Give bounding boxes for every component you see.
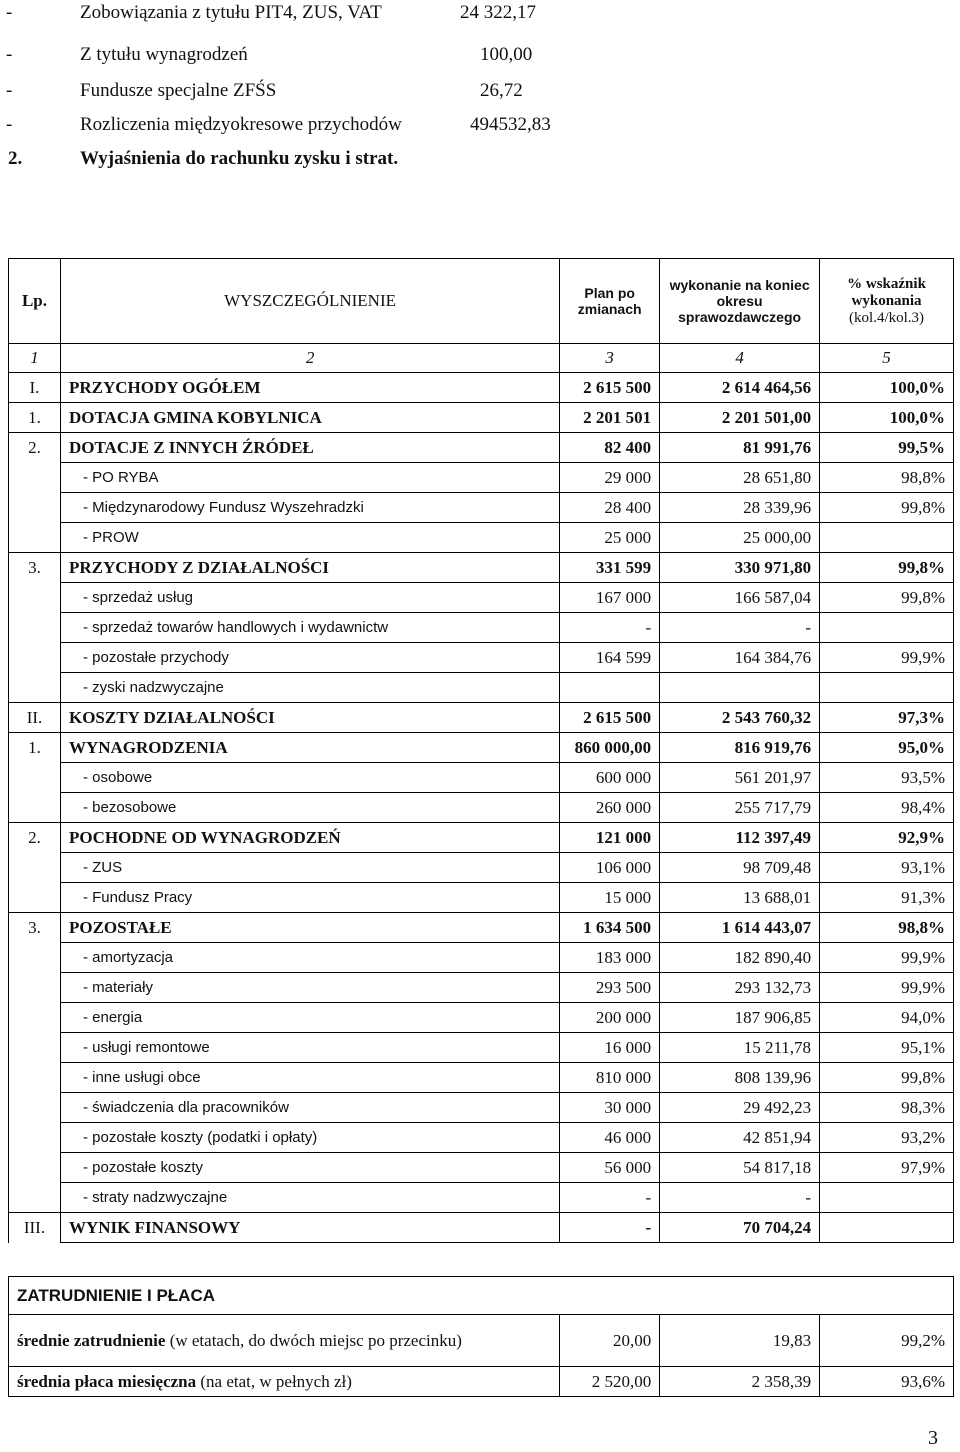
row-plan: 200 000 [560,1003,660,1033]
row-execution: 182 890,40 [660,943,820,973]
row-label: - świadczenia dla pracowników [60,1093,559,1123]
table-row [9,1153,954,1183]
row-label: - Fundusz Pracy [60,883,559,913]
row-execution: - [660,613,820,643]
liability-label: Zobowiązania z tytułu PIT4, ZUS, VAT [80,2,382,23]
table-row [9,1063,954,1093]
employment-execution: 19,83 [660,1315,820,1367]
row-label: KOSZTY DZIAŁALNOŚCI [60,703,559,733]
row-execution: 1 614 443,07 [660,913,820,943]
row-execution: 112 397,49 [660,823,820,853]
column-number: 2 [60,344,559,373]
row-execution: 166 587,04 [660,583,820,613]
row-label: - pozostałe koszty [60,1153,559,1183]
employment-title: ZATRUDNIENIE I PŁACA [9,1277,954,1315]
row-execution: 15 211,78 [660,1033,820,1063]
column-number: 3 [560,344,660,373]
row-execution: 187 906,85 [660,1003,820,1033]
row-execution [660,673,820,703]
liability-label: Rozliczenia międzyokresowe przychodów [80,114,402,135]
liability-label: Z tytułu wynagrodzeń [80,44,248,65]
row-percent: 98,8% [820,463,954,493]
table-row [9,673,954,703]
row-percent: 93,2% [820,1123,954,1153]
table-group-row [9,913,954,943]
row-lp: I. [9,373,61,403]
employment-table [8,1276,954,1397]
row-plan: 15 000 [560,883,660,913]
employment-label-rest: (na etat, w pełnych zł) [196,1371,352,1391]
column-number: 1 [9,344,61,373]
row-execution: 25 000,00 [660,523,820,553]
employment-label-rest: (w etatach, do dwóch miejsc po przecinku) [165,1330,462,1350]
row-plan: 56 000 [560,1153,660,1183]
row-label: - bezosobowe [60,793,559,823]
row-label: POZOSTAŁE [60,913,559,943]
header-percent-note: (kol.4/kol.3) [849,309,925,326]
row-percent [820,1183,954,1213]
row-plan: 82 400 [560,433,660,463]
row-lp [9,1063,61,1093]
employment-label-bold: średnie zatrudnienie [17,1330,166,1350]
row-execution: 81 991,76 [660,433,820,463]
table-group-row [9,403,954,433]
row-lp [9,523,61,553]
row-plan: 183 000 [560,943,660,973]
row-execution: 2 201 501,00 [660,403,820,433]
row-execution: - [660,1183,820,1213]
row-plan [560,673,660,703]
row-percent: 99,8% [820,493,954,523]
row-label: - amortyzacja [60,943,559,973]
row-label: - PROW [60,523,559,553]
table-group-row [9,733,954,763]
row-percent: 99,5% [820,433,954,463]
row-plan: 25 000 [560,523,660,553]
table-row [9,1123,954,1153]
row-label: - materiały [60,973,559,1003]
row-plan: 1 634 500 [560,913,660,943]
row-execution: 54 817,18 [660,1153,820,1183]
row-percent: 98,8% [820,913,954,943]
employment-plan: 2 520,00 [560,1367,660,1397]
row-plan: 2 201 501 [560,403,660,433]
row-plan: 121 000 [560,823,660,853]
table-row [9,1093,954,1123]
row-plan: 260 000 [560,793,660,823]
table-row [9,613,954,643]
row-execution: 28 651,80 [660,463,820,493]
row-execution: 330 971,80 [660,553,820,583]
row-lp [9,1033,61,1063]
row-lp [9,1153,61,1183]
column-number: 5 [820,344,954,373]
table-row [9,973,954,1003]
row-percent: 91,3% [820,883,954,913]
row-lp [9,1003,61,1033]
row-plan: 16 000 [560,1033,660,1063]
row-plan: 46 000 [560,1123,660,1153]
row-plan: 600 000 [560,763,660,793]
row-lp [9,853,61,883]
liability-value: 494532,83 [470,114,551,135]
row-execution: 29 492,23 [660,1093,820,1123]
table-row [9,1003,954,1033]
row-execution: 808 139,96 [660,1063,820,1093]
row-label: WYNAGRODZENIA [60,733,559,763]
row-execution: 164 384,76 [660,643,820,673]
row-plan: - [560,1213,660,1243]
header-plan: Plan po zmianach [560,259,660,344]
row-percent: 92,9% [820,823,954,853]
row-percent [820,523,954,553]
employment-label-bold: średnia płaca miesięczna [17,1371,197,1391]
row-percent: 99,9% [820,973,954,1003]
row-percent: 99,8% [820,583,954,613]
table-group-row [9,433,954,463]
row-percent: 97,9% [820,1153,954,1183]
row-lp [9,763,61,793]
row-execution: 561 201,97 [660,763,820,793]
row-label: - pozostałe przychody [60,643,559,673]
row-label: POCHODNE OD WYNAGRODZEŃ [60,823,559,853]
liability-value: 100,00 [480,44,533,65]
row-lp: II. [9,703,61,733]
row-label: DOTACJA GMINA KOBYLNICA [60,403,559,433]
row-lp [9,583,61,613]
row-percent: 95,1% [820,1033,954,1063]
row-lp [9,673,61,703]
row-label: DOTACJE Z INNYCH ŹRÓDEŁ [60,433,559,463]
page-number: 3 [928,1427,938,1449]
row-execution: 42 851,94 [660,1123,820,1153]
table-group-row [9,553,954,583]
row-lp: 3. [9,913,61,943]
section-number: 2. [8,148,23,169]
row-percent: 95,0% [820,733,954,763]
row-percent: 99,9% [820,943,954,973]
section-title: Wyjaśnienia do rachunku zysku i strat. [80,148,399,169]
row-plan: 2 615 500 [560,373,660,403]
section-heading [8,148,398,170]
table-row [9,583,954,613]
dash: - [6,114,13,135]
row-percent: 100,0% [820,373,954,403]
row-percent: 98,4% [820,793,954,823]
header-execution: wykonanie na koniec okresu sprawozdawczego [660,259,820,344]
row-label: - Międzynarodowy Fundusz Wyszehradzki [60,493,559,523]
table-row [9,463,954,493]
liability-value: 24 322,17 [460,2,536,23]
row-label: - zyski nadzwyczajne [60,673,559,703]
row-percent: 93,5% [820,763,954,793]
row-percent: 94,0% [820,1003,954,1033]
employment-row [9,1315,954,1367]
row-plan: 167 000 [560,583,660,613]
table-row [9,793,954,823]
row-label: WYNIK FINANSOWY [60,1213,559,1243]
table-group-row [9,373,954,403]
row-plan: 293 500 [560,973,660,1003]
row-lp: 2. [9,433,61,463]
row-percent: 99,9% [820,643,954,673]
row-percent: 98,3% [820,1093,954,1123]
row-label: PRZYCHODY Z DZIAŁALNOŚCI [60,553,559,583]
row-lp [9,973,61,1003]
row-percent: 99,8% [820,553,954,583]
row-lp [9,463,61,493]
table-group-row [9,1213,954,1243]
employment-row [9,1367,954,1397]
row-plan: 30 000 [560,1093,660,1123]
row-label: - PO RYBA [60,463,559,493]
row-lp: 1. [9,733,61,763]
employment-label [9,1315,560,1367]
row-plan: 106 000 [560,853,660,883]
table-row [9,943,954,973]
row-plan: 2 615 500 [560,703,660,733]
row-lp [9,883,61,913]
row-execution: 70 704,24 [660,1213,820,1243]
row-label: - usługi remontowe [60,1033,559,1063]
table-row [9,493,954,523]
employment-label [9,1367,560,1397]
dash: - [6,2,13,23]
header-percent-title: % wskaźnik wykonania [847,275,926,309]
row-execution: 293 132,73 [660,973,820,1003]
row-lp [9,1123,61,1153]
dash: - [6,80,13,101]
table-row [9,1183,954,1213]
row-lp [9,643,61,673]
row-percent [820,1213,954,1243]
row-percent [820,613,954,643]
header-description: WYSZCZEGÓLNIENIE [60,259,559,344]
row-percent: 99,8% [820,1063,954,1093]
row-lp: 2. [9,823,61,853]
row-label: - inne usługi obce [60,1063,559,1093]
row-lp: 3. [9,553,61,583]
row-label: - energia [60,1003,559,1033]
row-percent: 97,3% [820,703,954,733]
row-label: PRZYCHODY OGÓŁEM [60,373,559,403]
row-execution: 816 919,76 [660,733,820,763]
row-lp: III. [9,1213,61,1243]
row-execution: 98 709,48 [660,853,820,883]
row-lp [9,493,61,523]
row-execution: 13 688,01 [660,883,820,913]
liability-label: Fundusze specjalne ZFŚS [80,80,277,101]
table-row [9,643,954,673]
column-numbers-row [9,344,954,373]
table-row [9,1033,954,1063]
row-plan: - [560,613,660,643]
table-row [9,853,954,883]
table-row [9,883,954,913]
row-plan: - [560,1183,660,1213]
row-lp [9,943,61,973]
employment-execution: 2 358,39 [660,1367,820,1397]
row-lp: 1. [9,403,61,433]
table-row [9,763,954,793]
row-execution: 2 543 760,32 [660,703,820,733]
row-percent [820,673,954,703]
row-lp [9,1093,61,1123]
employment-percent: 99,2% [820,1315,954,1367]
row-plan: 29 000 [560,463,660,493]
employment-percent: 93,6% [820,1367,954,1397]
row-plan: 860 000,00 [560,733,660,763]
header-lp: Lp. [9,259,61,344]
dash: - [6,44,13,65]
row-label: - ZUS [60,853,559,883]
row-plan: 164 599 [560,643,660,673]
row-lp [9,613,61,643]
profit-loss-table [8,258,954,1243]
row-plan: 810 000 [560,1063,660,1093]
row-lp [9,1183,61,1213]
table-row [9,523,954,553]
row-label: - sprzedaż usług [60,583,559,613]
row-percent: 93,1% [820,853,954,883]
table-group-row [9,823,954,853]
table-group-row [9,703,954,733]
row-label: - sprzedaż towarów handlowych i wydawnictw [60,613,559,643]
column-number: 4 [660,344,820,373]
row-execution: 2 614 464,56 [660,373,820,403]
liability-value: 26,72 [480,80,523,101]
employment-title-row [9,1277,954,1315]
row-label: - straty nadzwyczajne [60,1183,559,1213]
row-plan: 28 400 [560,493,660,523]
row-plan: 331 599 [560,553,660,583]
row-lp [9,793,61,823]
row-execution: 255 717,79 [660,793,820,823]
row-percent: 100,0% [820,403,954,433]
header-row [9,259,954,344]
employment-plan: 20,00 [560,1315,660,1367]
row-label: - pozostałe koszty (podatki i opłaty) [60,1123,559,1153]
row-label: - osobowe [60,763,559,793]
header-percent [820,259,954,344]
row-execution: 28 339,96 [660,493,820,523]
